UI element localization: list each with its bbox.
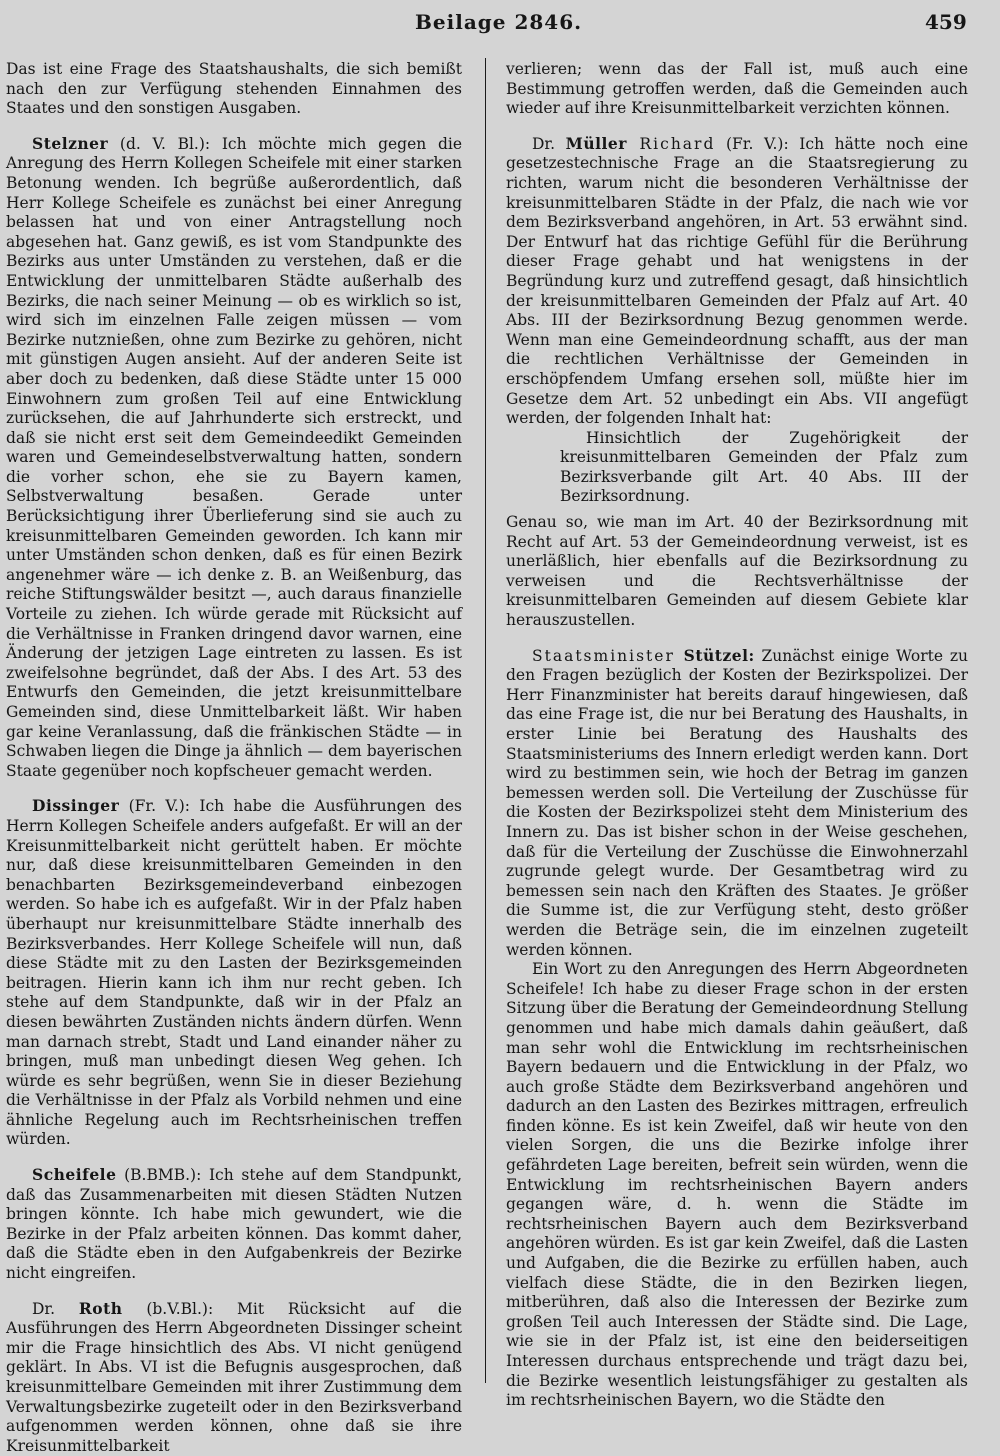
page-header — [0, 10, 1000, 40]
page-number: 459 — [925, 10, 967, 34]
speaker-name: Dissinger — [32, 796, 120, 816]
paragraph: verlieren; wenn das der Fall ist, muß auch eine Bestimmung getroffen werden, daß die Gemeinden auch wieder auf ihre Kreisunmittelbarkeit verzichten können. — [506, 60, 968, 118]
paragraph: Genau so, wie man im Art. 40 der Bezirksordnung mit Recht auf Art. 53 der Gemeindeordnung verweist, ist es unerläßlich, hier ebenfalls auf die Bezirksordnung zu verweisen und die Rechtsverhältnisse der kreisunmittelbaren Gemeinden auf diesem Gebiete klar herauszustellen. — [506, 513, 968, 630]
speech-text: Ich möchte mich gegen die Anregung des Herrn Kollegen Scheifele mit einer starken Betonung wenden. Ich begrüße außerordentlich, daß Herr Kollege Scheifele es zunächst bei einer Anregung belassen hat und von einer Antragstellung noch abgesehen hat. Ganz gewiß, es ist vom Standpunkte des Bezirks aus unter Umständen zu verstehen, daß er die Entwicklung der unmittelbaren Städte außerhalb des Bezirks, die nach seiner Meinung — ob es wirklich so ist, wird sich im einzelnen Falle zeigen müssen — vom Bezirke nutznießen, ohne zum Bezirke zu gehören, nicht mit günstigen Augen ansieht. Auf der anderen Seite ist aber doch zu bedenken, daß diese Städte unter 15 000 Einwohnern zum großen Teil auf eine Entwicklung zurücksehen, die auf Jahrhunderte sich erstreckt, und daß sie nicht erst seit dem Gemeindeedikt Gemeinden waren und Gemeindeselbstverwaltung hatten, sondern die vorher schon, ehe sie zu Bayern kamen, Selbstverwaltung besaßen. Gerade unter Berücksichtigung ihrer Überlieferung sind sie auch zu kreisunmittelbaren Gemeinden geworden. Ich kann mir unter Umständen schon denken, daß es für einen Bezirk angenehmer wäre — ich denke z. B. an Weißenburg, das reiche Stiftungswälder besitzt —, auch daraus finanzielle Vorteile zu ziehen. Ich würde gerade mit Rücksicht auf die Verhältnisse in Franken dringend davor warnen, eine Änderung der jetzigen Lage eintreten zu lassen. Es ist zweifelsohne begründet, daß der Abs. I des Art. 53 des Entwurfs den Gemeinden, die jetzt kreisunmittelbare Gemeinden sind, diese Unmittelbarkeit läßt. Wir haben gar keine Veranlassung, daß die fränkischen Städte — in Schwaben liegen die Dinge ja ähnlich — dem bayerischen Staate gegenüber noch kopfscheuer gemacht werden. — [6, 134, 462, 780]
speech-text: Ich hätte noch eine gesetzestechnische Frage an die Staatsregierung zu richten, warum nicht die besonderen Verhältnisse der kreisunmittelbaren Städte in der Pfalz, die nach wie vor dem Bezirksverband angehören, in Art. 53 erwähnt sind. Der Entwurf hat das richtige Gefühl für die Berührung dieser Frage gehabt und hat wenigstens in der Begründung kurz und zutreffend gesagt, daß hinsichtlich der kreisunmittelbaren Gemeinden der Pfalz auf Art. 40 Abs. III der Bezirksordnung Bezug genommen werde. Wenn man eine Gemeindeordnung schafft, aus der man die rechtlichen Verhältnisse der Gemeinden in erschöpfendem Umfang ersehen soll, müßte hier im Gesetze dem Art. 52 unbedingt ein Abs. VII angefügt werden, der folgenden Inhalt hat: — [506, 134, 968, 428]
speech-roth — [6, 1299, 462, 1456]
speech-mueller — [506, 134, 968, 429]
speaker-title: Staatsminister — [532, 646, 684, 665]
speaker-title: Dr. — [32, 1299, 79, 1318]
speaker-name: Stelzner — [32, 133, 109, 153]
right-column — [506, 60, 968, 1410]
paragraph: Ein Wort zu den Anregungen des Herrn Abgeordneten Scheifele! Ich habe zu dieser Frage schon in der ersten Sitzung über die Beratung der Gemeindeordnung Stellung genommen und habe mich damals dahin geäußert, daß man sehr wohl die Entwicklung im rechtsrheinischen Bayern bedauern und die Entwicklung in der Pfalz, wo auch große Städte dem Bezirksverband angehören und dadurch an den Lasten des Bezirkes mittragen, erfreulich finden könne. Es ist kein Zweifel, daß wir heute von den vielen Sorgen, die uns die Bezirke infolge ihrer gefährdeten Lage bereiten, befreit sein würden, wenn die Entwicklung im rechtsrheinischen Bayern anders gegangen wäre, d. h. wenn die Städte im rechtsrheinischen Bayern auch dem Bezirksverband angehören würden. Es ist gar kein Zweifel, daß die Lasten und Aufgaben, die die Bezirke zu erfüllen haben, auch vielfach diese Städte, die in den Bezirken liegen, mitberühren, daß also die Interessen der Bezirke zum großen Teil auch Interessen der Städte sind. Die Lage, wie sie in der Pfalz ist, ist eine den beiderseitigen Interessen durchaus entsprechende und trägt dazu bei, die Bezirke wesentlich leistungsfähiger zu gestalten als im rechtsrheinischen Bayern, wo die Städte den — [506, 960, 968, 1410]
speaker-party: (Fr. V.): — [715, 134, 800, 153]
speaker-party: (B.BMB.): — [116, 1166, 209, 1185]
column-divider — [485, 58, 486, 1383]
speaker-party: (d. V. Bl.): — [108, 134, 222, 153]
speaker-name: Müller — [565, 133, 627, 153]
paragraph: Das ist eine Frage des Staatshaushalts, die sich bemißt nach den zur Verfügung stehenden Einnahmen des Staates und den sonstigen Ausgaben. — [6, 60, 462, 118]
speaker-given-name: Richard — [626, 134, 716, 153]
speech-text: Zunächst einige Worte zu den Fragen bezüglich der Kosten der Bezirkspolizei. Der Herr Finanzminister hat bereits darauf hingewiesen, daß das eine Frage ist, die nur bei Beratung des Haushalts, in erster Linie bei Beratung des Haushalts des Staatsministeriums des Innern erledigt werden kann. Dort wird zu bestimmen sein, wie hoch der Betrag im ganzen bemessen werden soll. Die Verteilung der Zuschüsse für die Kosten der Bezirkspolizei steht dem Ministerium des Innern zu. Das ist bisher schon in der Weise geschehen, daß für die Verteilung der Zuschüsse die Einwohnerzahl zugrunde gelegt wurde. Der Gesamtbetrag wird zu bemessen sein nach den Kräften des Staates. Je größer die Summe ist, die zur Verfügung steht, desto größer werden die Beträge sein, die im einzelnen zugeteilt werden können. — [506, 646, 968, 959]
speech-text: Ich habe die Ausführungen des Herrn Kollegen Scheifele anders aufgefaßt. Er will an der Kreisunmittelbarkeit nicht gerüttelt haben. Er möchte nur, daß diese kreisunmittelbaren Gemeinden in den benachbarten Bezirksgemeindeverband einbezogen werden. So habe ich es aufgefaßt. Wir in der Pfalz haben überhaupt nur kreisunmittelbare Städte innerhalb des Bezirksverbandes. Herr Kollege Scheifele will nun, daß diese Städte mit zu den Lasten der Bezirksgemeinden beitragen. Hierin kann ich ihm nur recht geben. Ich stehe auf dem Standpunkte, daß wir in der Pfalz an diesen bewährten Zuständen nichts ändern dürfen. Wenn man darnach strebt, Stadt und Land einander näher zu bringen, muß man unbedingt diesen Weg gehen. Ich würde es sehr begrüßen, wenn Sie in dieser Beziehung die Verhältnisse in der Pfalz als Vorbild nehmen und eine ähnliche Regelung auch im Rechtsrheinischen treffen würden. — [6, 797, 463, 1149]
speaker-party: (b.V.Bl.): — [122, 1299, 237, 1318]
speech-text: Mit Rücksicht auf die Ausführungen des Herrn Abgeordneten Dissinger scheint mir die Frage hinsichtlich des Abs. VI nicht genügend geklärt. In Abs. VI ist die Befugnis ausgesprochen, daß kreisunmittelbare Gemeinden mit ihrer Zustimmung dem Verwaltungsbezirke zugeteilt oder in den Bezirksverband aufgenommen werden können, ohne daß sie ihre Kreisunmittelbarkeit — [6, 1299, 462, 1455]
speech-dissinger — [6, 796, 462, 1150]
speaker-name: Scheifele — [32, 1165, 117, 1185]
speaker-title: Dr. — [532, 134, 566, 153]
speaker-name: Roth — [78, 1298, 123, 1318]
speech-stelzner — [6, 134, 462, 782]
speech-stuetzel — [506, 646, 968, 961]
speech-text: Ich stehe auf dem Standpunkt, daß das Zusammenarbeiten mit diesen Städten Nutzen bringen könnte. Ich habe mich gewundert, wie die Bezirke in der Pfalz arbeiten können. Das kommt daher, daß die Städte eben in den Aufgabenkreis der Bezirke nicht eingreifen. — [6, 1166, 462, 1283]
left-column — [6, 60, 463, 1455]
speaker-name: Stützel: — [683, 645, 755, 665]
speaker-party: (Fr. V.): — [119, 797, 200, 816]
quoted-amendment: Hinsichtlich der Zugehörigkeit der kreisunmittelbaren Gemeinden der Pfalz zum Bezirksverbande gilt Art. 40 Abs. III der Bezirksordnung. — [560, 428, 968, 506]
speech-scheifele — [6, 1165, 462, 1284]
running-head: Beilage 2846. — [415, 10, 583, 34]
